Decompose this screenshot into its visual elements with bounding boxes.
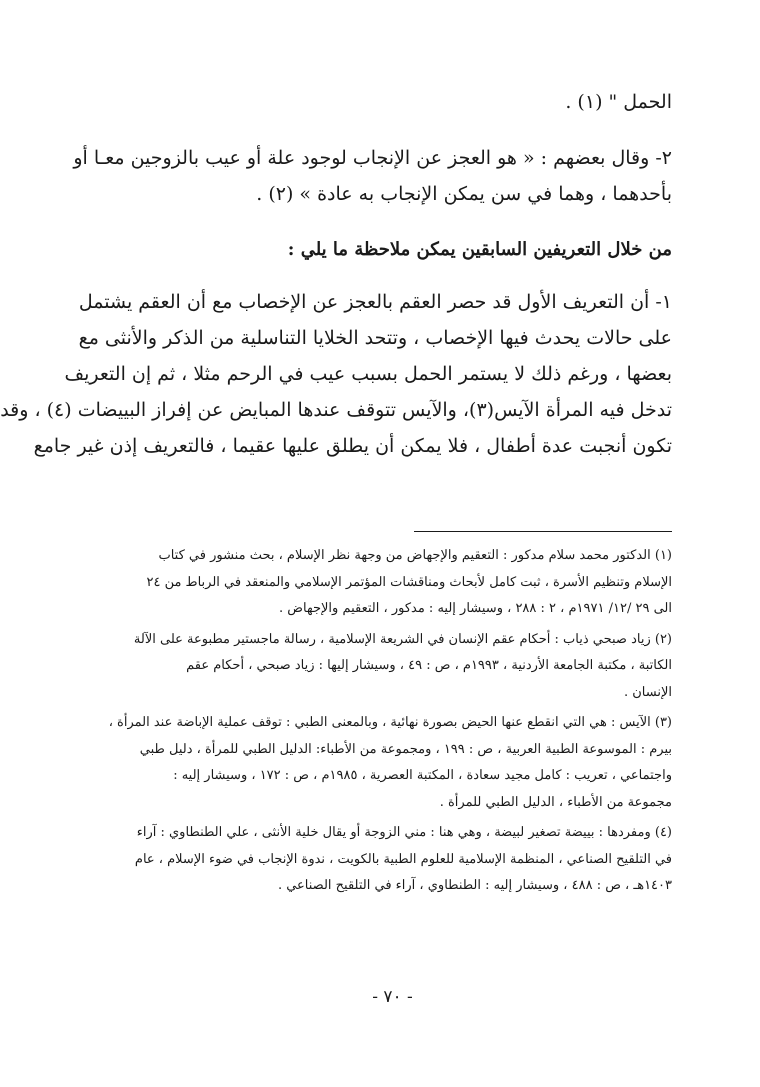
paragraph-line: الحمل " (١) . xyxy=(565,91,672,113)
main-text-block-1 xyxy=(92,84,672,120)
heading-text: من خلال التعريفين السابقين يمكن ملاحظة ما يلي : xyxy=(287,239,672,260)
footnote-line: (٣) الآيس : هي التي انقطع عنها الحيض بصورة نهائية ، وبالمعنى الطبي : توقف عملية الإباضة عند المرأة ، xyxy=(108,715,672,730)
paragraph-line: تكون أنجبت عدة أطفال ، فلا يمكن أن يطلق عليها عقيما ، فالتعريف إذن غير جامع xyxy=(33,435,672,457)
footnote-1 xyxy=(92,543,672,623)
paragraph-line: على حالات يحدث فيها الإخصاب ، وتتحد الخلايا التناسلية من الذكر والأنثى مع xyxy=(78,327,672,349)
footnote-line: (٢) زياد صبحي ذياب : أحكام عقم الإنسان في الشريعة الإسلامية ، رسالة ماجستير مطبوعة على الآلة xyxy=(133,631,672,647)
footnote-line: الإنسان . xyxy=(623,684,672,700)
section-heading xyxy=(92,232,672,268)
footnote-separator xyxy=(414,531,672,532)
footnote-line: في التلقيح الصناعي ، المنظمة الإسلامية للعلوم الطبية بالكويت ، ندوة الإنجاب في ضوء الإسلام ، عام xyxy=(134,851,672,867)
paragraph-line: تدخل فيه المرأة الآيس(٣)، والآيس تتوقف عندها المبايض عن إفراز البييضات (٤) ، وقد xyxy=(0,399,672,421)
footnote-line: مجموعة من الأطباء ، الدليل الطبي للمرأة . xyxy=(439,794,672,810)
footnote-line: (١) الدكتور محمد سلام مدكور : التعقيم والإجهاض من وجهة نظر الإسلام ، بحث منشور في كتاب xyxy=(158,548,672,563)
footnote-line: بيرم : الموسوعة الطبية العربية ، ص : ١٩٩ ، ومجموعة من الأطباء: الدليل الطبي للمرأة ، دليل طبي xyxy=(139,741,672,757)
footnote-3 xyxy=(92,710,672,816)
paragraph-line: ٢- وقال بعضهم : « هو العجز عن الإنجاب لوجود علة أو عيب بالزوجين معـا أو xyxy=(73,147,672,169)
footnote-line: الكاتبة ، مكتبة الجامعة الأردنية ، ١٩٩٣م ، ص : ٤٩ ، وسيشار إليها : زياد صبحي ، أحكام عقم xyxy=(186,658,672,673)
paragraph-line: ١- أن التعريف الأول قد حصر العقم بالعجز عن الإخصاب مع أن العقم يشتمل xyxy=(78,291,672,313)
footnote-2 xyxy=(92,627,672,707)
main-text-block-2 xyxy=(73,140,672,212)
main-text-block-3 xyxy=(0,284,672,464)
footnotes-section xyxy=(92,543,672,904)
page-number: - ٧٠ - xyxy=(372,987,413,1007)
footnote-line: ١٤٠٣هـ ، ص : ٤٨٨ ، وسيشار إليه : الطنطاوي ، آراء في التلقيح الصناعي . xyxy=(277,878,672,893)
footnote-line: الى ٢٩ /١٢/ ١٩٧١م ، ٢ : ٢٨٨ ، وسيشار إليه : مدكور ، التعقيم والإجهاض . xyxy=(279,601,672,616)
footnote-4 xyxy=(92,820,672,900)
footnote-line: واجتماعي ، تعريب : كامل مجيد سعادة ، المكتبة العصرية ، ١٩٨٥م ، ص : ١٧٢ ، وسيشار إليه : xyxy=(173,768,672,783)
paragraph-line: بأحدهما ، وهما في سن يمكن الإنجاب به عادة » (٢) . xyxy=(256,183,672,205)
paragraph-line: بعضها ، ورغم ذلك لا يستمر الحمل بسبب عيب في الرحم مثلا ، ثم إن التعريف xyxy=(64,363,672,385)
footnote-line: الإسلام وتنظيم الأسرة ، ثبت كامل لأبحاث ومناقشات المؤتمر الإسلامي والمنعقد في الرباط من ٢٤ xyxy=(146,574,672,590)
footnote-line: (٤) ومفردها : بييضة تصغير لبيضة ، وهي هنا : مني الزوجة أو يقال خلية الأنثى ، علي الطنطاوي : آراء xyxy=(136,825,672,840)
